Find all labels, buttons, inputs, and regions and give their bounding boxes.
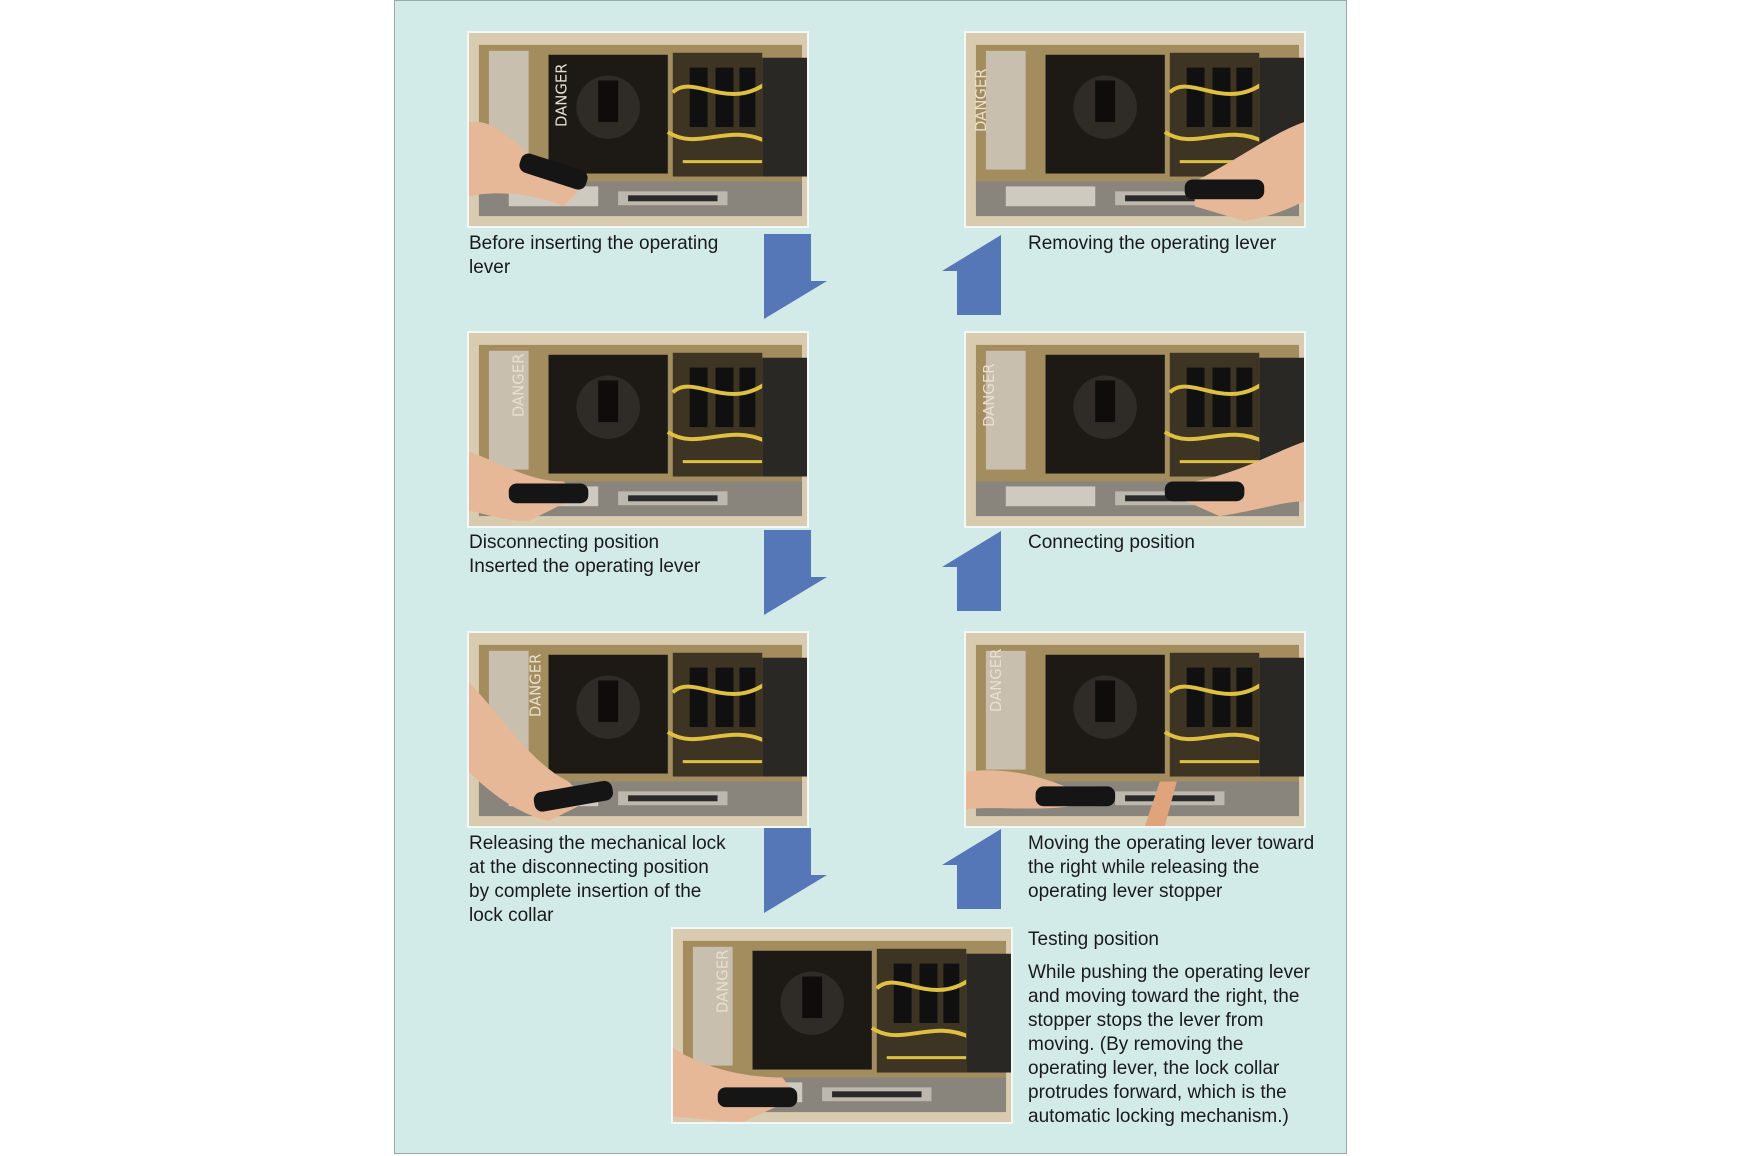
photo-disconnecting-position xyxy=(467,331,809,528)
arrow-up-1 xyxy=(942,829,1002,909)
arrow-down-1 xyxy=(764,234,828,320)
caption-step-1: Before inserting the operating lever xyxy=(469,233,719,278)
svg-text:DANGER: DANGER xyxy=(552,63,571,128)
arrow-down-3 xyxy=(764,828,828,914)
photo-removing-lever xyxy=(964,31,1306,228)
caption-step-3: Releasing the mechanical lock at the disconnecting position by complete insertion of the lock collar xyxy=(469,833,726,926)
svg-text:DANGER: DANGER xyxy=(526,653,545,718)
arrow-up-3 xyxy=(942,235,1002,315)
caption-step-7: Removing the operating lever xyxy=(1028,233,1277,254)
description-step-4: While pushing the operating lever and moving toward the right, the stopper stops the lever from moving. (By removing the operating lever, the lock collar protrudes forward, which is the automatic locking mechanism.) xyxy=(1028,962,1311,1127)
caption-step-4: Testing position xyxy=(1028,929,1159,950)
svg-text:DANGER: DANGER xyxy=(971,68,990,132)
photo-testing-position xyxy=(671,927,1013,1124)
photo-releasing-mechanical-lock xyxy=(467,631,809,828)
svg-text:DANGER: DANGER xyxy=(509,353,528,418)
photo-before-inserting xyxy=(467,31,809,228)
caption-step-2: Disconnecting position Inserted the operating lever xyxy=(469,532,701,577)
photo-connecting-position xyxy=(964,331,1306,528)
photo-moving-lever-right xyxy=(964,631,1306,828)
svg-text:DANGER: DANGER xyxy=(979,363,998,428)
svg-text:DANGER: DANGER xyxy=(713,949,732,1014)
caption-step-5: Moving the operating lever toward the right while releasing the operating lever stopper xyxy=(1028,833,1315,902)
caption-step-6: Connecting position xyxy=(1028,532,1195,553)
arrow-up-2 xyxy=(942,531,1002,611)
svg-text:DANGER: DANGER xyxy=(986,648,1005,713)
arrow-down-2 xyxy=(764,530,828,616)
